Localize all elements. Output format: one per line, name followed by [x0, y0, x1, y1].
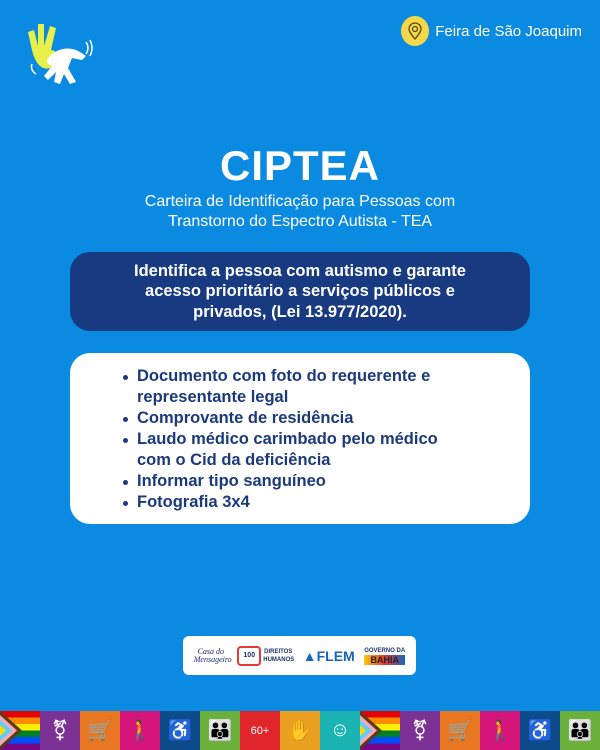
direitos-humanos-text: DIREITOS HUMANOS — [263, 648, 295, 663]
list-item — [122, 366, 438, 408]
flem-logo: ▲FLEM — [302, 647, 355, 664]
disque-100-badge: 100 — [237, 646, 261, 666]
blind-person-cane-icon: 🚶 — [120, 711, 160, 750]
transgender-symbol-icon: ⚧ — [400, 711, 440, 750]
family-icon: 👪 — [200, 711, 240, 750]
casa-do-mensageiro-logo: Casa do Mensageiro — [193, 646, 232, 664]
list-item — [122, 408, 438, 429]
wheelchair-icon: ♿ — [160, 711, 200, 750]
highlight-line: privados, (Lei 13.977/2020). — [193, 302, 407, 321]
shopping-cart-icon: 🛒 — [440, 711, 480, 750]
sign-language-icon: ✋ — [280, 711, 320, 750]
direitos-humanos-logo — [237, 646, 293, 666]
progress-pride-flag-icon — [0, 711, 40, 750]
requirements-box — [70, 353, 530, 524]
list-item — [122, 429, 438, 471]
subtitle-line: Transtorno do Espectro Autista - TEA — [167, 213, 433, 230]
universal-access-icon: ☺ — [320, 711, 360, 750]
page-title: CIPTEA — [219, 142, 380, 189]
transgender-symbol-icon: ⚧ — [40, 711, 80, 750]
wheelchair-icon: ♿ — [520, 711, 560, 750]
list-item-text: Informar tipo sanguíneo — [137, 472, 326, 490]
governo-bahia-logo — [364, 647, 405, 665]
blind-person-cane-icon: 🚶 — [480, 711, 520, 750]
location-label — [401, 16, 582, 46]
bahia-text: BAHIA — [364, 655, 405, 665]
list-item — [122, 492, 438, 513]
family-icon: 👪 — [560, 711, 600, 750]
list-item — [122, 471, 438, 492]
progress-pride-flag-icon — [360, 711, 400, 750]
list-item-text: Comprovante de residência — [137, 409, 354, 427]
highlight-box — [70, 252, 530, 331]
governo-text: GOVERNO DA — [364, 647, 406, 654]
highlight-line: Identifica a pessoa com autismo e garante — [134, 261, 466, 280]
list-item-text: Laudo médico carimbado pelo médico — [137, 430, 438, 448]
partner-logos — [183, 636, 416, 675]
location-text: Feira de São Joaquim — [435, 22, 582, 40]
map-pin-icon — [401, 16, 429, 46]
elderly-60-plus-icon: 60+ — [240, 711, 280, 750]
subtitle — [0, 192, 600, 232]
list-item-text: Documento com foto do requerente e — [137, 367, 431, 385]
shopping-cart-icon: 🛒 — [80, 711, 120, 750]
highlight-line: acesso prioritário a serviços públicos e — [145, 282, 455, 301]
flem-text: FLEM — [316, 647, 355, 664]
list-item-text: com o Cid da deficiência — [137, 451, 331, 469]
accessibility-icon-strip — [0, 711, 600, 750]
subtitle-line: Carteira de Identificação para Pessoas com — [144, 193, 456, 210]
list-item-text: Fotografia 3x4 — [137, 493, 250, 511]
sign-language-hands-icon — [24, 20, 94, 90]
list-item-text: representante legal — [137, 388, 289, 406]
requirements-list — [122, 366, 438, 513]
